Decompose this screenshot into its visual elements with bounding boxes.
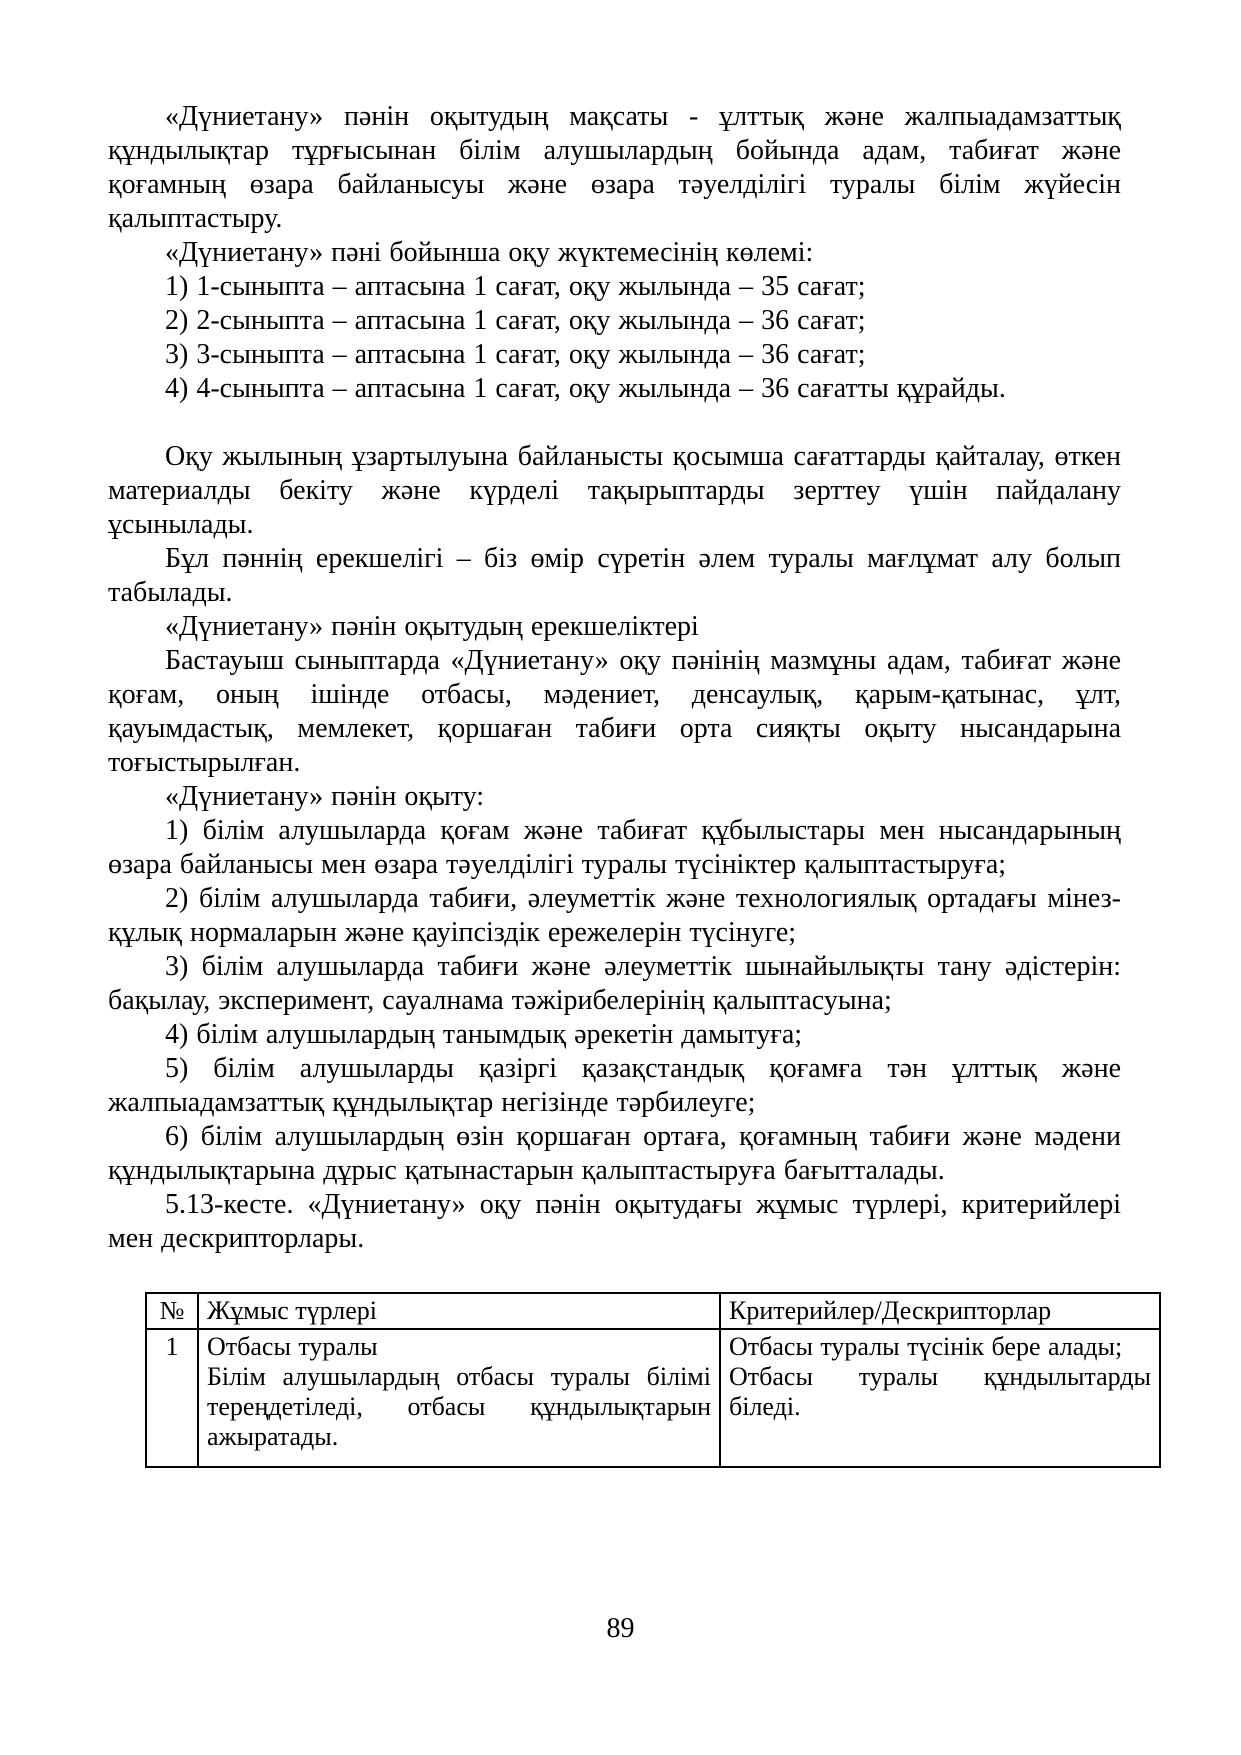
- table-cell-criteria: [720, 1329, 1160, 1467]
- list-item-objective-1: 1) білім алушыларда қоғам және табиғат құбылыстары мен нысандарының өзара байланысы мен өзара тәуелділігі туралы түсініктер қалыптастыруға;: [108, 815, 1121, 880]
- work-type-description: Білім алушылардың отбасы туралы білімі тереңдетіледі, отбасы құндылықтарын ажыратады.: [207, 1362, 711, 1451]
- list-item-grade-1: 1) 1-сыныпта – аптасына 1 сағат, оқу жылында – 35 сағат;: [165, 271, 866, 302]
- list-item-objective-3: 3) білім алушыларда табиғи және әлеуметтік шынайылықты тану әдістерін: бақылау, эксперимент, сауалнама тәжірибелерінің қалыптасуына;: [108, 951, 1121, 1016]
- list-item-grade-4: 4) 4-сыныпта – аптасына 1 сағат, оқу жылында – 36 сағатты құрайды.: [165, 373, 1006, 404]
- heading-teaching-aims: «Дүниетану» пәнін оқыту:: [165, 781, 485, 812]
- list-item-objective-4: 4) білім алушылардың танымдық әрекетін дамытуға;: [165, 1019, 803, 1050]
- table-header-work-types: Жұмыс түрлері: [198, 1293, 720, 1329]
- table-header-num: №: [146, 1293, 198, 1329]
- paragraph-extra-hours: Оқу жылының ұзартылуына байланысты қосымша сағаттарды қайталау, өткен материалды бекіту және күрделі тақырыптарды зерттеу үшін пайдалану ұсынылады.: [108, 441, 1121, 540]
- table-cell-work-type: [198, 1329, 720, 1467]
- list-item-objective-6: 6) білім алушылардың өзін қоршаған ортаға, қоғамның табиғи және мәдени құндылықтарына дұрыс қатынастарын қалыптастыруға бағытталады.: [108, 1121, 1121, 1186]
- list-item-objective-2: 2) білім алушыларда табиғи, әлеуметтік және технологиялық ортадағы мінез-құлық нормаларын және қауіпсіздік ережелерін түсінуге;: [108, 883, 1121, 948]
- paragraph-table-caption: 5.13-кесте. «Дүниетану» оқу пәнін оқытудағы жұмыс түрлері, критерийлері мен дескрипторлары.: [108, 1189, 1121, 1254]
- list-item-grade-2: 2) 2-сыныпта – аптасына 1 сағат, оқу жылында – 36 сағат;: [165, 305, 866, 336]
- paragraph-content-areas: Бастауыш сыныптарда «Дүниетану» оқу пәнінің мазмұны адам, табиғат және қоғам, оның ішінде отбасы, мәдениет, денсаулық, қарым-қатынас, ұлт, қауымдастық, мемлекет, қоршаған табиғи орта сияқты оқыту нысандарына тоғыстырылған.: [108, 645, 1121, 778]
- blank-line: [108, 406, 1121, 440]
- table-header-row: [146, 1293, 1160, 1329]
- list-item-objective-5: 5) білім алушыларды қазіргі қазақстандық қоғамға тән ұлттық және жалпыадамзаттық құндылықтар негізінде тәрбилеуге;: [108, 1053, 1121, 1118]
- document-body: [108, 100, 1151, 1468]
- paragraph-subject-feature: Бұл пәннің ерекшелігі – біз өмір сүретін әлем туралы мағлұмат алу болып табылады.: [108, 543, 1121, 608]
- table-row: [146, 1329, 1160, 1467]
- criteria-line-2: Отбасы туралы құндылытарды біледі.: [729, 1362, 1151, 1421]
- page-number: 89: [606, 1613, 635, 1644]
- criteria-line-1: Отбасы туралы түсінік бере алады;: [729, 1332, 1123, 1361]
- heading-teaching-features: «Дүниетану» пәнін оқытудың ерекшеліктері: [165, 611, 699, 642]
- work-type-title: Отбасы туралы: [207, 1332, 378, 1361]
- table-header-criteria: Критерийлер/Дескрипторлар: [720, 1293, 1160, 1329]
- paragraph-workload-intro: «Дүниетану» пәні бойынша оқу жүктемесінің көлемі:: [165, 237, 814, 268]
- table-cell-num: 1: [146, 1329, 198, 1467]
- list-item-grade-3: 3) 3-сыныпта – аптасына 1 сағат, оқу жылында – 36 сағат;: [165, 339, 866, 370]
- paragraph-subject-goal: «Дүниетану» пәнін оқытудың мақсаты - ұлттық және жалпыадамзаттық құндылықтар тұрғысынан білім алушылардың бойында адам, табиғат және қоғамның өзара байланысуы және өзара тәуелділігі туралы білім жүйесін қалыптастыру.: [108, 101, 1121, 234]
- criteria-table: [145, 1292, 1161, 1468]
